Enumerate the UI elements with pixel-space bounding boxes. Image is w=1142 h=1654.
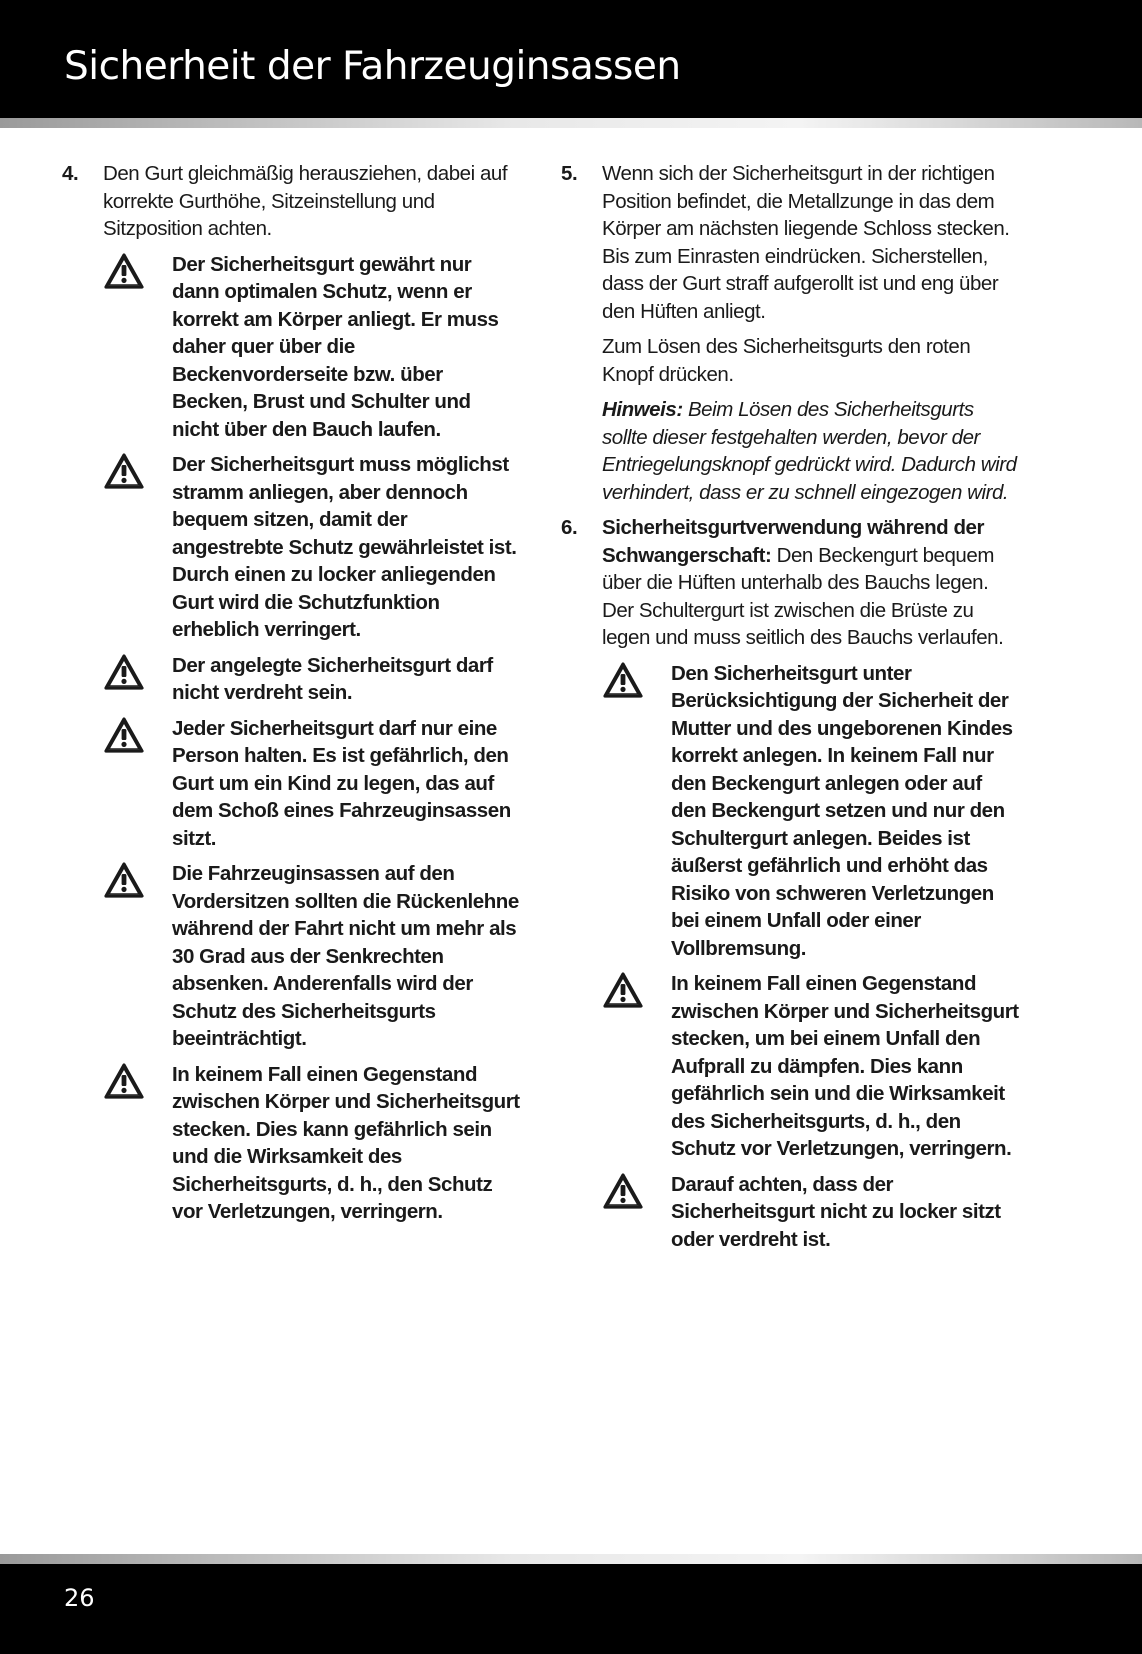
warning-text: In keinem Fall einen Gegenstand zwischen Körper und Sicherheitsgurt stecken, um bei einem Unfall den Aufprall zu dämpfen. Dies kann gefährlich sein und die Wirksamkeit des Sicherheitsgurts, d. h., den Schutz vor Verletzungen, verringern. <box>671 972 1019 1160</box>
step-4 <box>62 160 522 243</box>
warning-triangle-icon <box>103 716 145 754</box>
left-column <box>62 160 522 1234</box>
note-label: Hinweis: <box>602 398 683 421</box>
warning-triangle-icon <box>103 452 145 490</box>
step-text: Wenn sich der Sicherheitsgurt in der richtigen Position befindet, die Metallzunge in das dem Körper am nächsten liegende Schloss stecken. Bis zum Einrasten eindrücken. Sicherstellen, dass der Gurt straff aufgerollt ist und eng über den Hüften anliegt. <box>602 162 1010 323</box>
warning-triangle-icon <box>103 1062 145 1100</box>
warning-text: In keinem Fall einen Gegenstand zwischen Körper und Sicherheitsgurt stecken. Dies kann gefährlich sein und die Wirksamkeit des Sicherheitsgurts, d. h., den Schutz vor Verletzungen, verringern. <box>172 1062 520 1223</box>
page-title: Sicherheit der Fahrzeuginsassen <box>64 44 681 89</box>
note-text: Beim Lösen des Sicherheitsgurts sollte dieser festgehalten werden, bevor der Entriegelungsknopf gedrückt wird. Dadurch wird verhindert, dass er zu schnell eingezogen wird. <box>602 398 1017 504</box>
step-body: Den Beckengurt bequem über die Hüften unterhalb des Bauchs legen. Der Schultergurt ist zwischen die Brüste zu legen und muss seitlich des Bauchs verlaufen. <box>602 543 1004 649</box>
note <box>602 396 1021 506</box>
warning-item <box>62 715 522 853</box>
step-text: Den Gurt gleichmäßig herausziehen, dabei auf korrekte Gurthöhe, Sitzeinstellung und Sitzposition achten. <box>103 162 508 240</box>
right-column <box>561 160 1021 1261</box>
warning-item <box>561 660 1021 963</box>
release-instruction: Zum Lösen des Sicherheitsgurts den roten Knopf drücken. <box>602 335 971 386</box>
warning-text: Die Fahrzeuginsassen auf den Vordersitzen sollten die Rückenlehne während der Fahrt nicht um mehr als 30 Grad aus der Senkrechten absenken. Anderenfalls wird der Schutz des Sicherheitsgurts beeinträchtigt. <box>172 862 519 1050</box>
warning-text: Jeder Sicherheitsgurt darf nur eine Person halten. Es ist gefährlich, den Gurt um ein Kind zu legen, das auf dem Schoß eines Fahrzeuginsassen sitzt. <box>172 716 511 850</box>
page-number: 26 <box>64 1584 95 1612</box>
warning-item <box>62 251 522 444</box>
warning-triangle-icon <box>103 252 145 290</box>
warning-text: Der Sicherheitsgurt muss möglichst stramm anliegen, aber dennoch bequem sitzen, damit der angestrebte Schutz gewährleistet ist. Durch einen zu locker anliegenden Gurt wird die Schutzfunktion erheblich verringert. <box>172 453 517 641</box>
warning-text: Der angelegte Sicherheitsgurt darf nicht verdreht sein. <box>172 653 493 704</box>
step-number: 6. <box>561 516 578 539</box>
warning-item <box>561 1171 1021 1254</box>
page-header <box>0 0 1142 118</box>
footer-divider <box>0 1554 1142 1564</box>
warning-text: Der Sicherheitsgurt gewährt nur dann optimalen Schutz, wenn er korrekt am Körper anliegt. Er muss daher quer über die Beckenvorderseite bzw. über Becken, Brust und Schulter und nicht über den Bauch laufen. <box>172 252 499 441</box>
warning-item <box>561 970 1021 1163</box>
step-text <box>602 514 1021 652</box>
warning-item <box>62 451 522 644</box>
warning-triangle-icon <box>103 861 145 899</box>
warning-triangle-icon <box>602 661 644 699</box>
header-divider <box>0 118 1142 128</box>
step-number: 4. <box>62 162 79 185</box>
step-number: 5. <box>561 162 578 185</box>
step-title: Sicherheitsgurtverwendung während der Schwangerschaft: <box>602 516 985 567</box>
warning-item <box>62 1061 522 1226</box>
warning-triangle-icon <box>602 1172 644 1210</box>
warning-triangle-icon <box>103 653 145 691</box>
warning-triangle-icon <box>602 971 644 1009</box>
page-footer <box>0 1564 1142 1654</box>
warning-text: Darauf achten, dass der Sicherheitsgurt nicht zu locker sitzt oder verdreht ist. <box>671 1172 1001 1251</box>
step-5 <box>561 160 1021 325</box>
warning-text: Den Sicherheitsgurt unter Berücksichtigung der Sicherheit der Mutter und des ungeborenen Kindes korrekt anlegen. In keinem Fall nur den Beckengurt anlegen oder auf den Beckengurt setzen und nur den Schultergurt anlegen. Beides ist äußerst gefährlich und erhöht das Risiko von schweren Verletzungen bei einem Unfall oder einer Vollbremsung. <box>671 661 1013 960</box>
warning-item <box>62 652 522 707</box>
warning-item <box>62 860 522 1053</box>
step-6 <box>561 514 1021 652</box>
